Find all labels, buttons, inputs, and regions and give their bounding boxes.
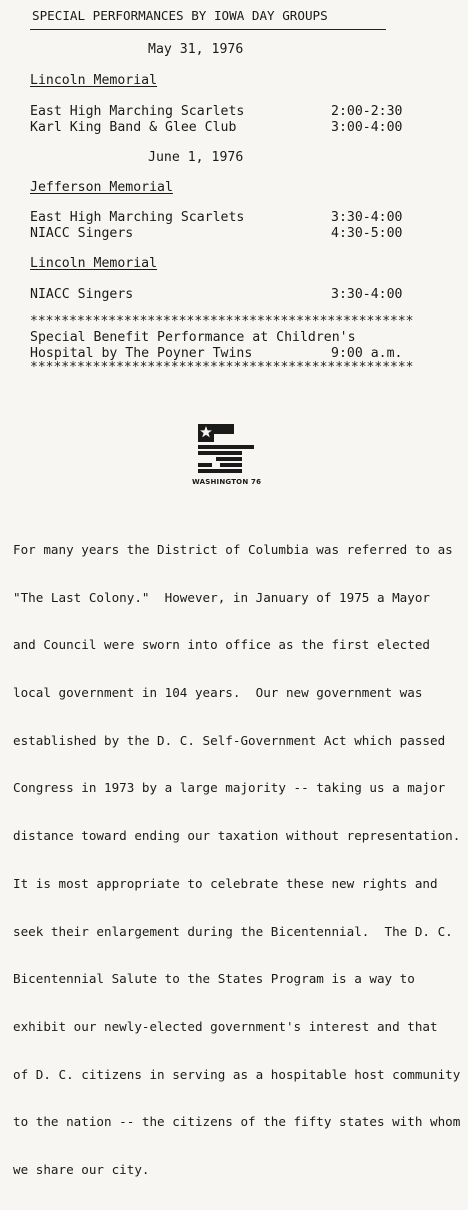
performer-name: NIACC Singers (30, 287, 134, 302)
date-may-31: May 31, 1976 (148, 42, 244, 57)
venue-heading-lincoln-2: Lincoln Memorial (30, 256, 158, 271)
performer-name: NIACC Singers (30, 226, 134, 241)
paragraph-line: local government in 104 years. Our new government was (13, 684, 423, 700)
paragraph-line: and Council were sworn into office as the first elected (13, 637, 431, 653)
special-line-1: Special Benefit Performance at Children's (30, 330, 356, 345)
logo-caption: WASHINGTON 76 (192, 478, 262, 486)
performance-time: 2:00-2:30 (331, 104, 403, 119)
paragraph-line: seek their enlargement during the Bicentennial. The D. C. (13, 923, 453, 939)
venue-heading-lincoln: Lincoln Memorial (30, 73, 158, 88)
paragraph-line: For many years the District of Columbia was referred to as (13, 541, 453, 557)
page-title: SPECIAL PERFORMANCES BY IOWA DAY GROUPS (32, 8, 328, 23)
paragraph-line: we share our city. (13, 1162, 150, 1178)
title-underline (30, 29, 386, 30)
special-line-2: Hospital by The Poyner Twins (30, 346, 253, 361)
star-divider-bottom: ************************************************* (30, 360, 414, 375)
performance-time: 3:30-4:00 (331, 210, 403, 225)
performer-name: East High Marching Scarlets (30, 104, 245, 119)
paragraph-line: Congress in 1973 by a large majority -- taking us a major (13, 780, 446, 796)
paragraph-line: of D. C. citizens in serving as a hospitable host community (13, 1066, 461, 1082)
performance-time: 3:30-4:00 (331, 287, 403, 302)
performance-time: 4:30-5:00 (331, 226, 403, 241)
paragraph-line: exhibit our newly-elected government's interest and that (13, 1019, 438, 1034)
paragraph-line: distance toward ending our taxation without representation. (13, 828, 461, 844)
special-time: 9:00 a.m. (331, 346, 403, 361)
venue-heading-jefferson: Jefferson Memorial (30, 180, 173, 195)
performer-name: Karl King Band & Glee Club (30, 120, 237, 135)
washington-76-logo-icon (190, 418, 262, 482)
performer-name: East High Marching Scarlets (30, 210, 245, 225)
performance-time: 3:00-4:00 (331, 120, 403, 135)
paragraph-line: to the nation -- the citizens of the fifty states with whom (13, 1114, 461, 1130)
paragraph-line: established by the D. C. Self-Government Act which passed (13, 732, 446, 748)
paragraph-line: "The Last Colony." However, in January of 1975 a Mayor (13, 589, 431, 605)
date-june-1: June 1, 1976 (148, 150, 244, 165)
body-paragraph (13, 510, 460, 1210)
paragraph-line: It is most appropriate to celebrate these new rights and (13, 875, 438, 891)
star-divider-top: ************************************************* (30, 314, 414, 329)
paragraph-line: Bicentennial Salute to the States Program is a way to (13, 971, 415, 987)
